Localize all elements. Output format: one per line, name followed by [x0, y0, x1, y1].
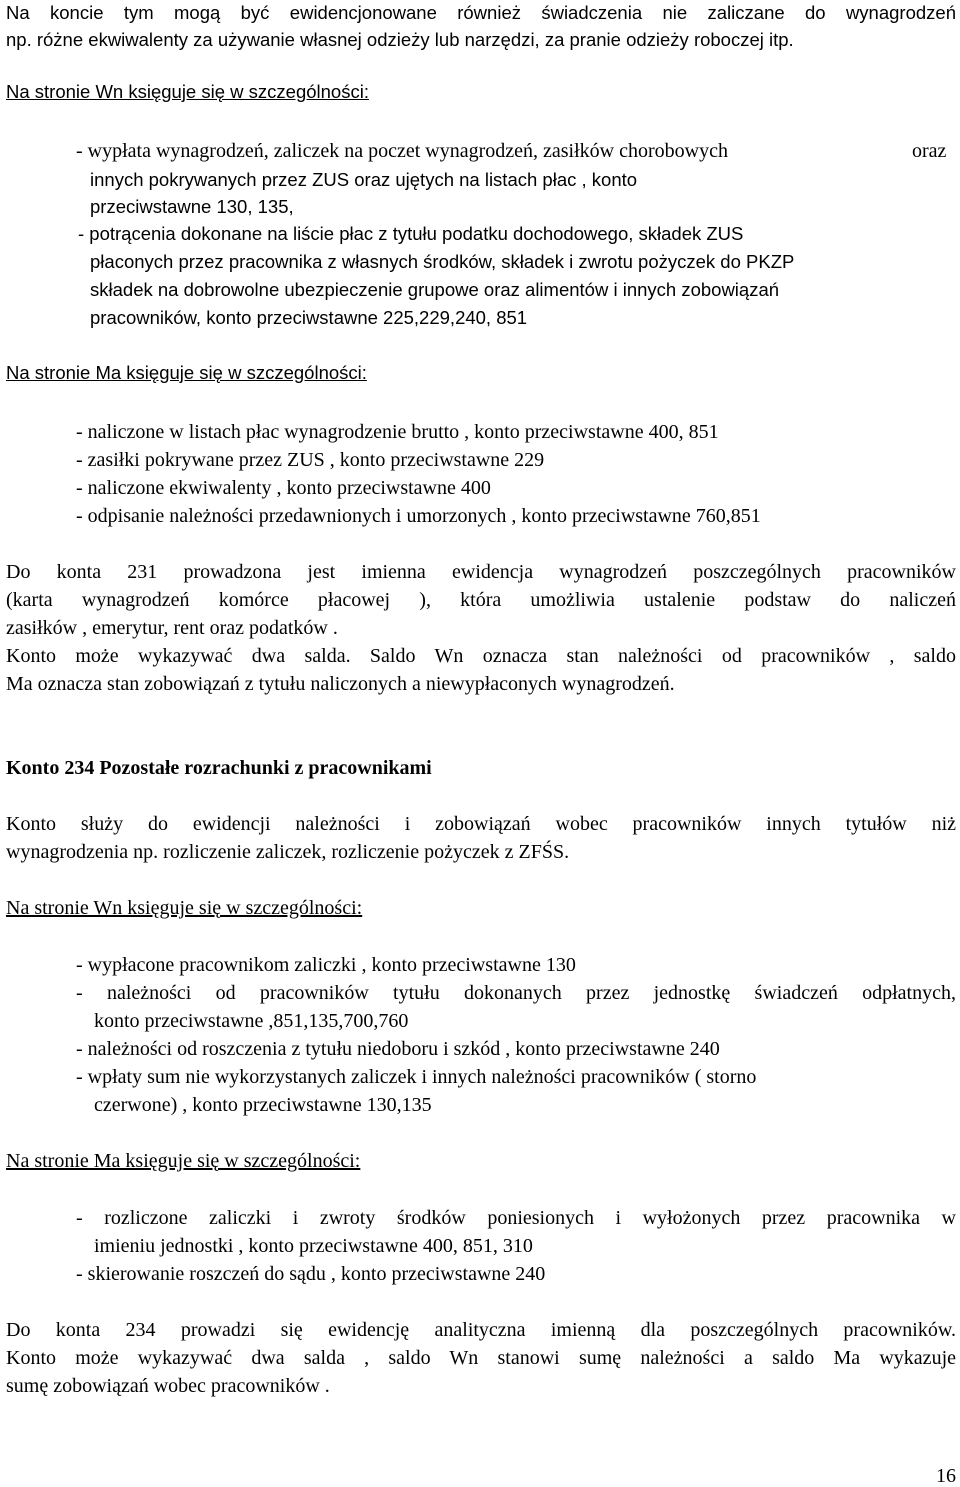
wn-231-item-1-line-1-end: oraz	[912, 140, 947, 162]
ma-heading-234: Na stronie Ma księguje się w szczególności:	[6, 1150, 361, 1172]
wn-231-item-1-line-1: - wypłata wynagrodzeń, zaliczek na poczet wynagrodzeń, zasiłków chorobowych	[76, 140, 728, 162]
wn-234-item-2-line-2: konto przeciwstawne ,851,135,700,760	[94, 1010, 409, 1032]
wn-231-item-2-line-4: pracowników, konto przeciwstawne 225,229,240, 851	[90, 307, 528, 328]
para-231-line-4: Konto może wykazywać dwa salda. Saldo Wn oznacza stan należności od pracowników , saldo	[6, 645, 956, 667]
ma-234-item-2: - skierowanie roszczeń do sądu , konto przeciwstawne 240	[76, 1263, 546, 1285]
ma-234-item-1-line-2: imieniu jednostki , konto przeciwstawne 400, 851, 310	[94, 1235, 533, 1257]
ma-231-item-2: - zasiłki pokrywane przez ZUS , konto przeciwstawne 229	[76, 449, 545, 471]
ma-heading-231: Na stronie Ma księguje się w szczególności:	[6, 362, 367, 383]
wn-231-item-1-line-2: innych pokrywanych przez ZUS oraz ujętych na listach płac , konto	[90, 169, 638, 190]
wn-231-item-2-line-2: płaconych przez pracownika z własnych środków, składek i zwrotu pożyczek do PKZP	[90, 251, 795, 272]
wn-234-item-3: - należności od roszczenia z tytułu niedoboru i szkód , konto przeciwstawne 240	[76, 1038, 720, 1060]
ma-231-item-1: - naliczone w listach płac wynagrodzenie brutto , konto przeciwstawne 400, 851	[76, 421, 719, 443]
wn-heading-234: Na stronie Wn księguje się w szczególności:	[6, 897, 363, 919]
page-number: 16	[936, 1465, 956, 1487]
wn-231-item-2-line-3: składek na dobrowolne ubezpieczenie grupowe oraz alimentów i innych zobowiązań	[90, 279, 780, 300]
para-234-line-3: sumę zobowiązań wobec pracowników .	[6, 1375, 330, 1397]
konto-234-title: Konto 234 Pozostałe rozrachunki z pracownikami	[6, 757, 432, 779]
para-231-line-3: zasiłków , emerytur, rent oraz podatków .	[6, 617, 338, 639]
intro-line-1: Na koncie tym mogą być ewidencjonowane również świadczenia nie zaliczane do wynagrodzeń	[6, 2, 956, 23]
wn-heading-231: Na stronie Wn księguje się w szczególności:	[6, 81, 369, 102]
para-231-line-5: Ma oznacza stan zobowiązań z tytułu naliczonych a niewypłaconych wynagrodzeń.	[6, 673, 675, 695]
ma-234-item-1-line-1: - rozliczone zaliczki i zwroty środków poniesionych i wyłożonych przez pracownika w	[76, 1207, 956, 1229]
wn-231-item-1-line-3: przeciwstawne 130, 135,	[90, 196, 294, 217]
wn-231-item-2-line-1: - potrącenia dokonane na liście płac z tytułu podatku dochodowego, składek ZUS	[78, 223, 744, 244]
wn-234-item-1: - wypłacone pracownikom zaliczki , konto przeciwstawne 130	[76, 954, 576, 976]
ma-231-item-4: - odpisanie należności przedawnionych i umorzonych , konto przeciwstawne 760,851	[76, 505, 761, 527]
para-231-line-2: (karta wynagrodzeń komórce płacowej ), która umożliwia ustalenie podstaw do naliczeń	[6, 589, 956, 611]
intro-line-2: np. różne ekwiwalenty za używanie własnej odzieży lub narzędzi, za pranie odzieży roboczej itp.	[6, 29, 794, 50]
desc-234-line-2: wynagrodzenia np. rozliczenie zaliczek, rozliczenie pożyczek z ZFŚS.	[6, 841, 570, 863]
wn-234-item-4-line-1: - wpłaty sum nie wykorzystanych zaliczek i innych należności pracowników ( storno	[76, 1066, 757, 1088]
para-231-line-1: Do konta 231 prowadzona jest imienna ewidencja wynagrodzeń poszczególnych pracowników	[6, 561, 956, 583]
wn-234-item-2-line-1: - należności od pracowników tytułu dokonanych przez jednostkę świadczeń odpłatnych,	[76, 982, 956, 1004]
para-234-line-1: Do konta 234 prowadzi się ewidencję analityczna imienną dla poszczególnych pracowników.	[6, 1319, 956, 1341]
para-234-line-2: Konto może wykazywać dwa salda , saldo Wn stanowi sumę należności a saldo Ma wykazuje	[6, 1347, 956, 1369]
wn-234-item-4-line-2: czerwone) , konto przeciwstawne 130,135	[94, 1094, 432, 1116]
desc-234-line-1: Konto służy do ewidencji należności i zobowiązań wobec pracowników innych tytułów niż	[6, 813, 956, 835]
ma-231-item-3: - naliczone ekwiwalenty , konto przeciwstawne 400	[76, 477, 491, 499]
